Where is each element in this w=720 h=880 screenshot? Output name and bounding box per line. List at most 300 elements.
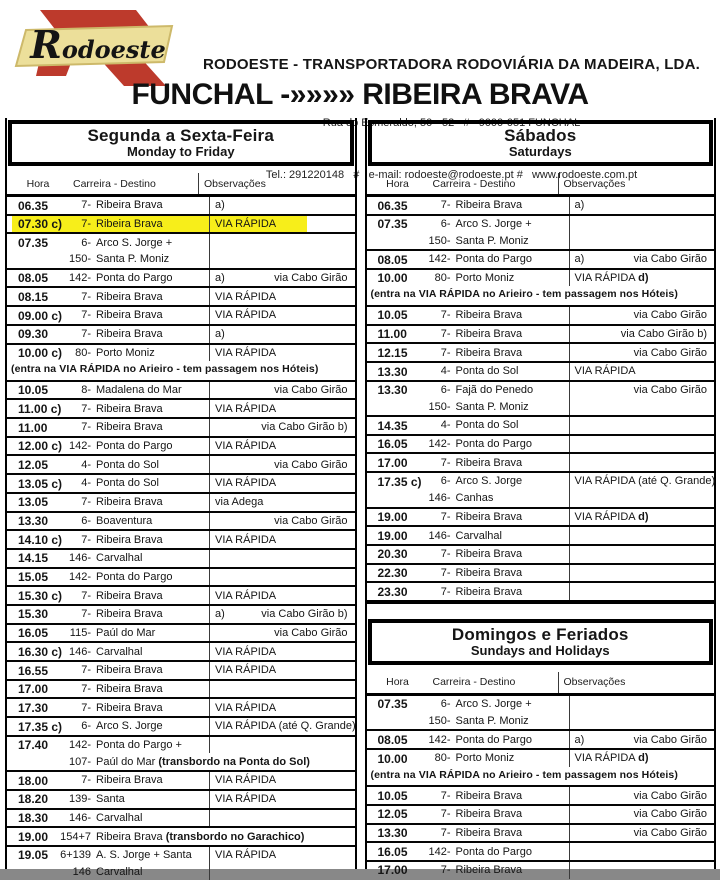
observation-right: via Cabo Girão bbox=[274, 272, 348, 285]
observations-cell bbox=[209, 216, 355, 233]
line-number: 142- bbox=[428, 253, 451, 266]
route-cell bbox=[424, 216, 715, 249]
line-number: 7- bbox=[440, 585, 451, 598]
line-number: 6- bbox=[81, 236, 91, 249]
route-line bbox=[424, 546, 715, 563]
observations-cell bbox=[569, 307, 715, 324]
line-number: 80- bbox=[434, 752, 451, 765]
time-cell: 06.35 bbox=[377, 198, 408, 213]
line-number: 6- bbox=[440, 218, 451, 231]
route-cell bbox=[64, 772, 355, 789]
table-row bbox=[7, 343, 355, 362]
destination: Ponta do Pargo bbox=[96, 440, 173, 453]
logo-text: Rodoeste bbox=[30, 22, 166, 67]
route-line bbox=[424, 382, 715, 399]
time-cell: 11.00 c) bbox=[18, 401, 62, 416]
time-cell: 14.10 c) bbox=[18, 532, 63, 547]
time-cell: 16.05 bbox=[377, 437, 408, 452]
schedule-rows bbox=[367, 194, 715, 604]
destination: Paúl do Mar (transbordo na Ponta do Sol) bbox=[96, 755, 310, 768]
route-cell bbox=[64, 456, 355, 473]
time-cell: 17.00 bbox=[377, 863, 408, 878]
section-title-box bbox=[368, 619, 714, 665]
route-line bbox=[64, 681, 355, 698]
observations-cell bbox=[569, 787, 715, 804]
destination: Arco S. Jorge + bbox=[455, 698, 532, 711]
line-number: 7- bbox=[81, 421, 91, 434]
time-cell: 17.00 bbox=[18, 682, 49, 697]
table-row bbox=[7, 473, 355, 492]
observation-left: a) bbox=[574, 199, 585, 212]
route-line bbox=[424, 787, 715, 804]
observation-left: VIA RÁPIDA bbox=[215, 664, 277, 677]
observations-cell bbox=[569, 731, 715, 748]
table-row bbox=[7, 735, 355, 770]
destination: Ponta do Pargo bbox=[96, 272, 173, 285]
destination: Ribeira Brava bbox=[96, 290, 163, 303]
table-row bbox=[367, 785, 715, 804]
route-line bbox=[64, 494, 355, 511]
route-cell bbox=[64, 625, 355, 642]
table-row bbox=[367, 415, 715, 434]
observation-right: via Cabo Girão bbox=[274, 626, 348, 639]
destination: Ponta do Sol bbox=[96, 477, 159, 490]
observations-cell bbox=[209, 400, 355, 417]
line-number: 146- bbox=[428, 529, 451, 542]
route-title: FUNCHAL -»»»» RIBEIRA BRAVA bbox=[131, 78, 589, 111]
line-number: 7- bbox=[81, 309, 91, 322]
line-number: 142- bbox=[428, 845, 451, 858]
destination: Santa bbox=[96, 793, 125, 806]
time-cell: 17.00 bbox=[377, 455, 408, 470]
route-cell bbox=[424, 382, 715, 415]
route-cell bbox=[424, 731, 715, 748]
left-column bbox=[5, 118, 357, 878]
observation-right: via Cabo Girão bbox=[633, 789, 707, 802]
line-number: 150- bbox=[428, 234, 451, 247]
route-cell bbox=[424, 270, 715, 287]
line-number: 115- bbox=[69, 626, 91, 639]
line-number: 146 bbox=[72, 865, 91, 878]
weekday-schedule-section bbox=[7, 120, 355, 880]
observation-left: VIA RÁPIDA bbox=[215, 309, 277, 322]
route-line bbox=[424, 326, 715, 343]
line-number: 7- bbox=[440, 808, 451, 821]
route-cell bbox=[424, 251, 715, 268]
destination: Ribeira Brava bbox=[96, 402, 163, 415]
destination: Ribeira Brava (transbordo no Garachico) bbox=[96, 830, 305, 843]
observations-cell bbox=[209, 772, 355, 789]
line-number: 154+7 bbox=[60, 830, 91, 843]
table-row bbox=[367, 581, 715, 600]
destination: Porto Moniz bbox=[455, 272, 515, 285]
line-number: 4- bbox=[440, 419, 451, 432]
route-line bbox=[424, 197, 715, 214]
route-line bbox=[64, 864, 355, 880]
observations-cell bbox=[209, 494, 355, 511]
route-cell bbox=[424, 197, 715, 214]
route-line bbox=[424, 527, 715, 544]
destination: Carvalhal bbox=[96, 811, 143, 824]
observations-cell bbox=[209, 810, 355, 827]
destination: Fajã do Penedo bbox=[455, 384, 534, 397]
destination: Santa P. Moniz bbox=[455, 714, 529, 727]
time-cell: 12.15 bbox=[377, 345, 408, 360]
destination: Ribeira Brava bbox=[96, 328, 163, 341]
route-line bbox=[424, 825, 715, 842]
route-line bbox=[424, 454, 715, 471]
observations-cell bbox=[569, 490, 715, 507]
line-number: 80- bbox=[434, 272, 451, 285]
destination: Paúl do Mar bbox=[96, 626, 156, 639]
section-subtitle: Monday to Friday bbox=[126, 144, 235, 159]
route-cell bbox=[64, 494, 355, 511]
route-line bbox=[424, 363, 715, 380]
table-row bbox=[367, 563, 715, 582]
route-line bbox=[64, 382, 355, 399]
time-cell: 20.30 bbox=[377, 547, 408, 562]
route-cell bbox=[64, 475, 355, 492]
route-cell bbox=[64, 569, 355, 586]
route-line bbox=[64, 737, 355, 754]
time-cell: 10.05 bbox=[377, 308, 408, 323]
table-row bbox=[367, 860, 715, 879]
route-line bbox=[424, 436, 715, 453]
table-row bbox=[367, 268, 715, 287]
route-cell bbox=[424, 326, 715, 343]
time-cell: 07.35 bbox=[377, 697, 408, 712]
table-row bbox=[7, 697, 355, 716]
observations-cell bbox=[569, 417, 715, 434]
line-number: 142- bbox=[68, 440, 91, 453]
table-row bbox=[7, 641, 355, 660]
time-cell: 08.05 bbox=[377, 732, 408, 747]
destination: Ribeira Brava bbox=[96, 664, 163, 677]
col-header-hora: Hora bbox=[26, 177, 50, 190]
destination: Ribeira Brava bbox=[455, 548, 523, 561]
route-cell bbox=[64, 438, 355, 455]
observations-cell bbox=[569, 344, 715, 361]
table-row bbox=[7, 808, 355, 827]
right-column bbox=[365, 118, 717, 878]
route-cell bbox=[64, 681, 355, 698]
col-header-observacoes: Observações bbox=[558, 173, 715, 194]
table-row bbox=[7, 660, 355, 679]
sunday-schedule-section bbox=[367, 619, 715, 879]
route-line bbox=[64, 400, 355, 417]
line-number: 7- bbox=[81, 496, 91, 509]
note-row: (entra na VIA RÁPIDA no Arieiro - tem passagem nos Hóteis) bbox=[11, 363, 319, 376]
destination: Boaventura bbox=[96, 514, 153, 527]
table-row bbox=[367, 434, 715, 453]
table-row bbox=[367, 507, 715, 526]
route-cell bbox=[64, 326, 355, 343]
destination: Porto Moniz bbox=[455, 752, 515, 765]
line-number: 150- bbox=[428, 714, 451, 727]
observations-cell bbox=[569, 251, 715, 268]
route-cell bbox=[424, 436, 715, 453]
time-cell: 13.05 bbox=[18, 495, 49, 510]
route-line bbox=[64, 326, 355, 343]
destination: Arco S. Jorge + bbox=[455, 218, 532, 231]
route-cell bbox=[424, 806, 715, 823]
table-row bbox=[7, 197, 355, 214]
observations-cell bbox=[209, 606, 355, 623]
line-number: 8- bbox=[81, 384, 91, 397]
table-row bbox=[367, 452, 715, 471]
line-number: 7- bbox=[81, 701, 91, 714]
destination: Ponta do Sol bbox=[455, 365, 519, 378]
table-row bbox=[7, 268, 355, 287]
line-number: 142- bbox=[68, 739, 91, 752]
table-row bbox=[7, 567, 355, 586]
observation-right: via Cabo Girão bbox=[633, 384, 707, 397]
line-number: 142- bbox=[68, 272, 91, 285]
route-line bbox=[64, 662, 355, 679]
time-cell: 17.40 bbox=[18, 738, 49, 753]
col-header-carreira: Carreira - Destino bbox=[432, 177, 516, 190]
route-line bbox=[64, 216, 355, 233]
observations-cell bbox=[209, 643, 355, 660]
destination: Ribeira Brava bbox=[455, 789, 523, 802]
destination: Carvalhal bbox=[96, 552, 143, 565]
route-line bbox=[64, 569, 355, 586]
time-cell: 17.35 c) bbox=[18, 719, 63, 734]
time-cell: 10.00 bbox=[377, 751, 408, 766]
destination: Ponta do Pargo bbox=[455, 253, 532, 266]
note-row: (entra na VIA RÁPIDA no Arieiro - tem passagem nos Hóteis) bbox=[370, 288, 678, 301]
time-cell: 13.30 bbox=[18, 514, 49, 528]
table-row bbox=[7, 529, 355, 548]
time-cell: 12.05 bbox=[18, 457, 49, 472]
time-cell: 08.15 bbox=[18, 289, 49, 304]
time-cell: 13.30 bbox=[377, 383, 408, 398]
line-number: 6- bbox=[440, 475, 451, 488]
table-row bbox=[367, 696, 715, 729]
observations-cell bbox=[569, 473, 715, 490]
observation-left: VIA RÁPIDA (até Q. Grande) bbox=[574, 475, 716, 488]
route-line bbox=[424, 731, 715, 748]
table-row bbox=[7, 789, 355, 808]
route-cell bbox=[424, 307, 715, 324]
route-cell bbox=[64, 513, 355, 530]
time-cell: 12.00 c) bbox=[18, 439, 63, 454]
route-cell bbox=[64, 550, 355, 567]
route-cell bbox=[64, 662, 355, 679]
destination: Ribeira Brava bbox=[455, 566, 523, 579]
table-row bbox=[367, 729, 715, 748]
observation-right: via Cabo Girão bbox=[633, 733, 707, 746]
observation-left: VIA RÁPIDA d) bbox=[574, 272, 649, 285]
route-cell bbox=[64, 234, 355, 267]
timetable-columns bbox=[5, 118, 716, 878]
time-cell: 09.30 bbox=[18, 327, 49, 342]
observation-right: via Cabo Girão b) bbox=[261, 608, 348, 621]
line-number: 7- bbox=[440, 309, 451, 322]
observation-right: via Cabo Girão bbox=[274, 514, 348, 527]
table-row bbox=[7, 826, 355, 845]
route-cell bbox=[64, 718, 355, 735]
route-cell bbox=[64, 699, 355, 716]
observations-cell bbox=[209, 531, 355, 548]
observations-cell bbox=[569, 398, 715, 415]
destination: Ribeira Brava bbox=[455, 585, 523, 598]
section-title-box bbox=[8, 120, 354, 166]
line-number: 7- bbox=[440, 456, 451, 469]
route-cell bbox=[424, 696, 715, 729]
time-cell: 16.30 c) bbox=[18, 644, 63, 659]
col-header-carreira: Carreira - Destino bbox=[73, 177, 156, 190]
time-cell: 19.00 bbox=[377, 510, 408, 524]
destination: A. S. Jorge + Santa bbox=[96, 849, 192, 862]
observation-left: VIA RÁPIDA bbox=[215, 440, 277, 453]
route-cell bbox=[424, 862, 715, 879]
observations-cell bbox=[569, 713, 715, 730]
route-line bbox=[64, 718, 355, 735]
route-line bbox=[424, 232, 715, 249]
line-number: 142- bbox=[68, 570, 91, 583]
observations-cell bbox=[209, 270, 355, 287]
observations-cell bbox=[209, 197, 355, 214]
table-row bbox=[7, 679, 355, 698]
time-cell: 11.00 bbox=[18, 420, 48, 435]
route-line bbox=[424, 862, 715, 879]
observations-cell bbox=[569, 270, 715, 287]
destination: Ribeira Brava bbox=[455, 199, 523, 212]
line-number: 7- bbox=[440, 789, 451, 802]
table-row bbox=[367, 249, 715, 268]
observation-left: VIA RÁPIDA d) bbox=[574, 752, 649, 765]
route-line bbox=[64, 753, 355, 770]
route-cell bbox=[424, 825, 715, 842]
destination: Santa P. Moniz bbox=[96, 253, 170, 266]
column-headers bbox=[367, 672, 715, 693]
route-cell bbox=[424, 363, 715, 380]
observations-cell bbox=[209, 718, 355, 735]
observations-cell bbox=[569, 696, 715, 713]
route-line bbox=[64, 791, 355, 808]
time-cell: 10.00 c) bbox=[18, 346, 63, 360]
table-row bbox=[367, 380, 715, 415]
observation-left: VIA RÁPIDA bbox=[215, 793, 277, 806]
observations-cell bbox=[569, 825, 715, 842]
observations-cell bbox=[209, 847, 355, 864]
route-cell bbox=[64, 587, 355, 604]
route-cell bbox=[424, 527, 715, 544]
observations-cell bbox=[569, 750, 715, 767]
observation-left: VIA RÁPIDA bbox=[215, 533, 277, 546]
table-row bbox=[367, 748, 715, 767]
section-title: Domingos e Feriados bbox=[451, 624, 629, 644]
observations-cell bbox=[569, 382, 715, 399]
route-cell bbox=[64, 606, 355, 623]
observation-left: VIA RÁPIDA bbox=[215, 477, 277, 490]
destination: Ponta do Pargo + bbox=[96, 739, 182, 752]
destination: Ribeira Brava bbox=[96, 199, 163, 212]
line-number: 7- bbox=[81, 199, 91, 212]
time-cell: 10.05 bbox=[377, 788, 408, 803]
table-row bbox=[7, 454, 355, 473]
route-line bbox=[424, 583, 715, 600]
time-cell: 08.05 bbox=[377, 252, 408, 267]
destination: Arco S. Jorge bbox=[96, 720, 163, 733]
observation-left: VIA RÁPIDA bbox=[215, 218, 277, 231]
time-cell: 13.30 bbox=[377, 826, 408, 841]
route-line bbox=[64, 456, 355, 473]
observations-cell bbox=[569, 527, 715, 544]
table-row bbox=[7, 214, 355, 233]
destination: Ribeira Brava bbox=[455, 309, 523, 322]
observations-cell bbox=[209, 681, 355, 698]
line-number: 6- bbox=[81, 720, 91, 733]
section-title-box bbox=[368, 120, 714, 166]
table-row bbox=[367, 823, 715, 842]
destination: Ribeira Brava bbox=[455, 864, 523, 877]
observations-cell bbox=[209, 550, 355, 567]
line-number: 7- bbox=[81, 290, 91, 303]
observation-right: via Cabo Girão bbox=[274, 458, 348, 471]
destination: Ribeira Brava bbox=[96, 774, 163, 787]
route-cell bbox=[64, 382, 355, 399]
line-number: 139- bbox=[68, 793, 91, 806]
observations-cell bbox=[209, 251, 355, 268]
time-cell: 13.30 bbox=[377, 364, 408, 379]
destination: Ribeira Brava bbox=[96, 701, 163, 714]
destination: Ribeira Brava bbox=[455, 808, 523, 821]
line-number: 6- bbox=[81, 514, 91, 527]
time-cell: 11.00 bbox=[377, 327, 407, 342]
route-cell bbox=[64, 531, 355, 548]
destination: Ribeira Brava bbox=[96, 218, 163, 231]
route-cell bbox=[60, 847, 355, 880]
route-line bbox=[64, 288, 355, 305]
time-cell: 07.35 bbox=[18, 235, 49, 250]
time-cell: 14.15 bbox=[18, 551, 49, 566]
table-row bbox=[7, 604, 355, 623]
route-line bbox=[64, 625, 355, 642]
observations-cell bbox=[209, 382, 355, 399]
line-number: 4- bbox=[81, 477, 91, 490]
section-title: Sábados bbox=[504, 126, 577, 145]
observations-cell bbox=[569, 197, 715, 214]
route-line bbox=[424, 307, 715, 324]
table-row bbox=[367, 324, 715, 343]
destination: Carvalhal bbox=[96, 865, 143, 878]
line-number: 107- bbox=[68, 755, 91, 768]
observations-cell bbox=[569, 326, 715, 343]
line-number: 142- bbox=[428, 438, 451, 451]
time-cell: 17.35 c) bbox=[377, 474, 422, 489]
table-row bbox=[7, 623, 355, 642]
destination: Arco S. Jorge + bbox=[96, 236, 173, 249]
line-number: 7- bbox=[440, 327, 451, 340]
route-line bbox=[64, 197, 355, 214]
observations-cell bbox=[209, 475, 355, 492]
line-number: 150- bbox=[68, 253, 91, 266]
observation-left: VIA RÁPIDA bbox=[215, 346, 277, 359]
destination: Ponta do Pargo bbox=[455, 438, 532, 451]
table-row bbox=[7, 845, 355, 880]
time-cell: 22.30 bbox=[377, 566, 408, 581]
time-cell: 19.00 bbox=[18, 829, 49, 844]
line-number: 7- bbox=[81, 218, 91, 231]
route-line bbox=[64, 643, 355, 660]
section-subtitle: Sundays and Holidays bbox=[470, 642, 610, 658]
observations-cell bbox=[209, 288, 355, 305]
line-number: 7- bbox=[440, 548, 451, 561]
route-cell bbox=[64, 288, 355, 305]
note-row: (entra na VIA RÁPIDA no Arieiro - tem passagem nos Hóteis) bbox=[370, 768, 678, 781]
